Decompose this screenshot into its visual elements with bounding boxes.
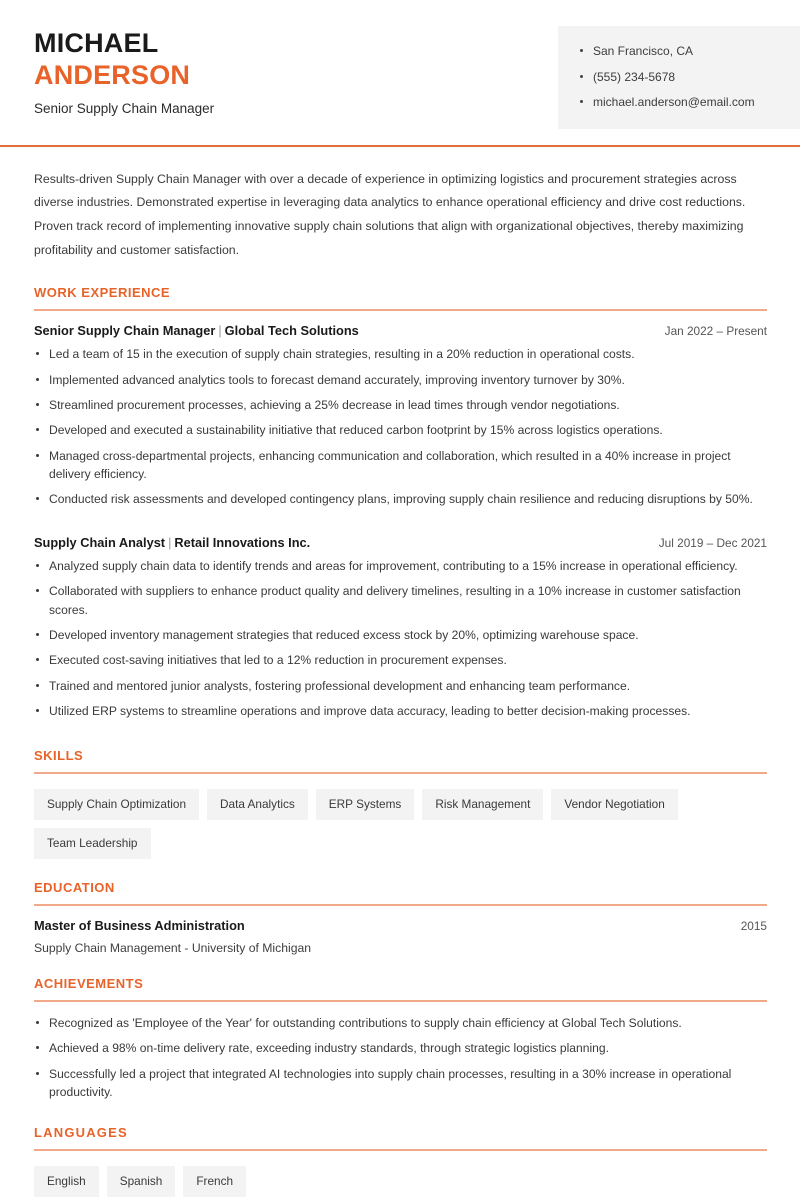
section-divider — [34, 904, 767, 906]
section-heading-skills: SKILLS — [34, 748, 84, 764]
skills-chip-list — [34, 786, 767, 862]
education-entry-header — [34, 918, 767, 940]
bullet-item: Collaborated with suppliers to enhance product quality and delivery timelines, resulting in a 10% increase in customer satisfaction scores. — [34, 582, 767, 626]
skill-chip: Team Leadership — [34, 828, 151, 859]
education-entry — [34, 918, 767, 959]
bullet-item: Streamlined procurement processes, achieving a 25% decrease in lead times through vendor negotiations. — [34, 396, 767, 421]
experience-date: Jan 2022 – Present — [664, 324, 767, 339]
section-heading-languages: LANGUAGES — [34, 1125, 128, 1141]
experience-bullets — [34, 557, 767, 728]
contact-box — [558, 26, 800, 129]
bullet-item: Achieved a 98% on-time delivery rate, exceeding industry standards, through strategic logistics planning. — [34, 1039, 767, 1064]
section-divider — [34, 772, 767, 774]
bullet-item: Recognized as 'Employee of the Year' for outstanding contributions to supply chain efficiency at Global Tech Solutions. — [34, 1014, 767, 1039]
first-name: MICHAEL — [34, 28, 159, 58]
experience-bullets — [34, 345, 767, 516]
bullet-item: Developed inventory management strategies that reduced excess stock by 20%, optimizing warehouse space. — [34, 626, 767, 651]
skill-chip: ERP Systems — [316, 789, 415, 820]
skill-chip: Supply Chain Optimization — [34, 789, 199, 820]
header-identity — [0, 22, 214, 116]
experience-role: Senior Supply Chain Manager — [34, 323, 216, 339]
section-languages — [34, 1108, 767, 1201]
section-divider — [34, 1000, 767, 1002]
experience-date: Jul 2019 – Dec 2021 — [658, 535, 767, 550]
bullet-item: Led a team of 15 in the execution of supply chain strategies, resulting in a 20% reduction in operational costs. — [34, 345, 767, 370]
experience-entry — [34, 520, 767, 732]
section-skills — [34, 731, 767, 862]
resume-header — [0, 0, 800, 147]
language-chip: Spanish — [107, 1166, 176, 1197]
experience-title-line — [34, 535, 310, 550]
bullet-item: Developed and executed a sustainability initiative that reduced carbon footprint by 15% across logistics operations. — [34, 421, 767, 446]
bullet-item: Executed cost-saving initiatives that led to a 12% reduction in procurement expenses. — [34, 651, 767, 676]
bullet-item: Implemented advanced analytics tools to forecast demand accurately, improving inventory turnover by 30%. — [34, 371, 767, 396]
section-achievements — [34, 959, 767, 1109]
section-education — [34, 863, 767, 959]
experience-role: Supply Chain Analyst — [34, 534, 166, 550]
section-heading-achievements: ACHIEVEMENTS — [34, 975, 144, 991]
contact-item-phone[interactable]: (555) 234-5678 — [580, 65, 800, 91]
achievements-list — [34, 1014, 767, 1109]
bullet-item: Managed cross-departmental projects, enhancing communication and collaboration, which resulted in a 40% increase in project delivery efficiency. — [34, 447, 767, 491]
section-divider — [34, 309, 767, 311]
skill-chip: Vendor Negotiation — [551, 789, 677, 820]
bullet-item: Analyzed supply chain data to identify trends and areas for improvement, contributing to a 15% increase in operational efficiency. — [34, 557, 767, 582]
experience-entry — [34, 323, 767, 520]
language-chip: French — [183, 1166, 246, 1197]
bullet-item: Trained and mentored junior analysts, fostering professional development and enhancing team performance. — [34, 677, 767, 702]
bullet-item: Conducted risk assessments and developed contingency plans, improving supply chain resilience and reducing disruptions by 50%. — [34, 490, 767, 515]
education-detail: Supply Chain Management - University of Michigan — [34, 940, 312, 955]
education-degree: Master of Business Administration — [34, 917, 245, 933]
contact-list — [580, 39, 800, 116]
skill-chip: Data Analytics — [207, 789, 308, 820]
job-title: Senior Supply Chain Manager — [34, 100, 215, 116]
section-heading-education: EDUCATION — [34, 879, 115, 895]
professional-summary: Results-driven Supply Chain Manager with over a decade of experience in optimizing logistics and procurement strategies across diverse industries. Demonstrated expertise in leveraging data analytics to enhance operational efficiency and drive cost reductions. Proven track record of implementing innovative supply chain solutions that align with organizational objectives, thereby maximizing profitability and customer satisfaction. — [34, 171, 746, 257]
bullet-item: Utilized ERP systems to streamline operations and improve data accuracy, leading to better decision-making processes. — [34, 702, 767, 727]
experience-entry-header — [34, 323, 767, 345]
experience-entry-header — [34, 535, 767, 557]
title-separator: | — [168, 534, 172, 550]
language-chip: English — [34, 1166, 99, 1197]
resume-body — [0, 147, 800, 1201]
skill-chip: Risk Management — [422, 789, 543, 820]
last-name: ANDERSON — [34, 59, 191, 90]
contact-item-location: San Francisco, CA — [580, 39, 800, 65]
experience-title-line — [34, 323, 359, 338]
bullet-item: Successfully led a project that integrated AI technologies into supply chain processes, resulting in a 30% increase in operational productivity. — [34, 1065, 767, 1109]
title-separator: | — [218, 323, 222, 339]
education-year: 2015 — [740, 918, 767, 933]
experience-company: Global Tech Solutions — [224, 323, 359, 339]
section-work-experience — [34, 268, 767, 731]
experience-company: Retail Innovations Inc. — [174, 534, 311, 550]
languages-chip-list — [34, 1163, 767, 1201]
section-heading-work-experience: WORK EXPERIENCE — [34, 285, 171, 301]
contact-item-email[interactable]: michael.anderson@email.com — [580, 90, 800, 116]
section-divider — [34, 1149, 767, 1151]
